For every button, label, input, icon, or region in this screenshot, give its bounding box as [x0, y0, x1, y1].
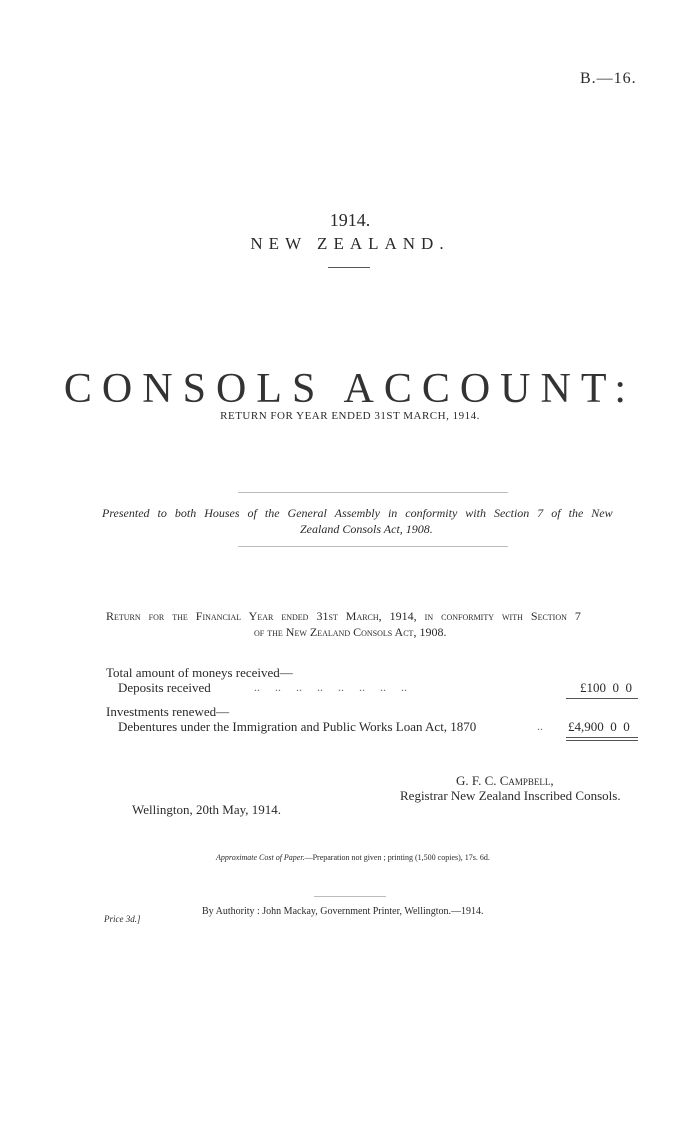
place-and-date: Wellington, 20th May, 1914.: [132, 802, 282, 817]
country-heading: NEW ZEALAND.: [250, 234, 450, 253]
cost-note: [216, 853, 490, 862]
presented-top-rule: [238, 492, 508, 493]
debentures-leaders: ..: [537, 719, 543, 733]
deposits-amount: £100 0 0: [580, 680, 632, 695]
signatory-title: Registrar New Zealand Inscribed Consols.: [400, 788, 621, 803]
signatory-name: G. F. C. Campbell,: [456, 773, 554, 788]
heading-divider: [328, 267, 370, 268]
document-reference: B.—16.: [580, 70, 637, 87]
main-title: CONSOLS ACCOUNT:: [63, 366, 637, 412]
subtitle: RETURN FOR YEAR ENDED 31ST MARCH, 1914.: [220, 410, 480, 422]
total-rule-1: [566, 737, 638, 738]
year-heading: 1914.: [329, 210, 371, 230]
deposits-leaders: .. .. .. .. .. .. .. ..: [254, 680, 407, 694]
presented-line-2: Zealand Consols Act, 1908.: [300, 522, 433, 536]
return-heading-line-2: of the New Zealand Consols Act, 1908.: [254, 625, 447, 639]
return-heading-line-1: Return for the Financial Year ended 31st March, 1914, in conformity with Section 7: [106, 609, 581, 623]
total-rule-2: [566, 740, 638, 741]
authority-rule: [314, 896, 386, 897]
investments-heading: Investments renewed—: [106, 704, 230, 719]
price-note: Price 3d.]: [104, 914, 141, 924]
debentures-amount: £4,900 0 0: [568, 719, 630, 734]
cost-note-text: —Preparation not given ; printing (1,500 copies), 17s. 6d.: [304, 853, 490, 862]
deposits-label: Deposits received: [118, 680, 211, 695]
debentures-label: Debentures under the Immigration and Public Works Loan Act, 1870: [118, 719, 477, 734]
presented-bottom-rule: [238, 546, 508, 547]
presented-line-1: Presented to both Houses of the General Assembly in conformity with Section 7 of the New: [102, 506, 613, 520]
cost-note-label: Approximate Cost of Paper.: [216, 853, 305, 862]
printer-authority: By Authority : John Mackay, Government Printer, Wellington.—1914.: [202, 906, 484, 917]
deposits-underline: [566, 698, 638, 699]
receipts-heading: Total amount of moneys received—: [106, 665, 293, 680]
